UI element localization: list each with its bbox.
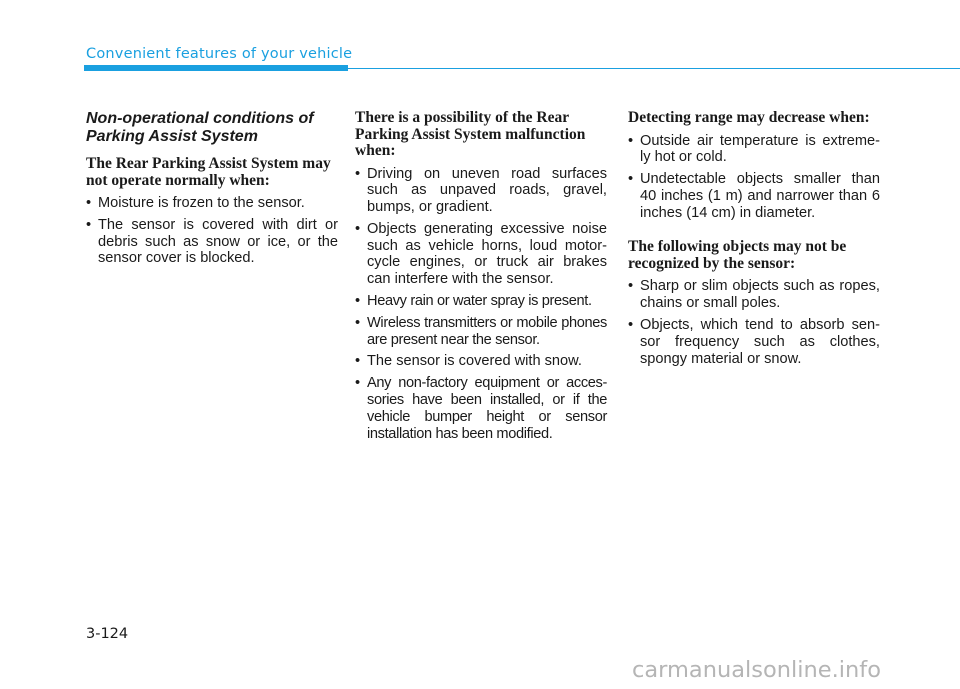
bullet-glyph: • [355,353,361,370]
subheading-range: Detecting range may decrease when: [628,109,870,126]
section-title: Non-operational conditions of Parking Assist System [86,110,314,145]
column-left [86,110,338,272]
subheading-not-operate: The Rear Parking Assist System may not operate normally when: [86,155,331,189]
page-number: 3-124 [86,626,129,642]
list-item: • Undetectable objects smaller than 40 inches (1 m) and narrower than 6 inches (14 cm) in diameter. [628,171,880,221]
bullet-list [86,195,338,267]
list-item: • Wireless transmitters or mobile phones are present near the sensor. [355,314,607,348]
header-rule [348,68,960,69]
bullet-glyph: • [86,216,92,233]
column-right [628,110,880,372]
list-item: • Sharp or slim objects such as ropes, chains or small poles. [628,278,880,312]
bullet-glyph: • [355,165,361,182]
bullet-glyph: • [355,220,361,237]
bullet-glyph: • [355,293,360,310]
list-item: • Moisture is frozen to the sensor. [86,195,305,211]
bullet-glyph: • [628,317,634,334]
bullet-glyph: • [86,195,92,211]
bullet-list [355,166,607,443]
list-item: • Objects, which tend to absorb sen-sor frequency such as clothes, spongy material or snow. [628,317,880,367]
bullet-glyph: • [355,375,360,392]
page-header-title: Convenient features of your vehicle [86,46,353,62]
header-accent-bar [84,65,348,71]
bullet-glyph: • [628,132,634,149]
list-item: • Heavy rain or water spray is present. [355,293,592,310]
list-item: • The sensor is covered with dirt or debris such as snow or ice, or the sensor cover is blocked. [86,216,338,267]
bullet-glyph: • [355,314,360,331]
subheading-malfunction: There is a possibility of the Rear Parking Assist System malfunction when: [355,109,586,159]
watermark-text: carmanualsonline.info [632,657,881,683]
list-item: • Outside air temperature is extreme-ly hot or cold. [628,132,880,166]
bullet-glyph: • [628,278,634,295]
list-item: • Objects generating excessive noise such as vehicle horns, loud motor-cycle engines, or truck air brakes can interfere with the sensor. [355,220,607,288]
subheading-not-recognized: The following objects may not be recognized by the sensor: [628,238,847,272]
column-middle [355,110,607,447]
list-item: • The sensor is covered with snow. [355,353,582,370]
bullet-glyph: • [628,171,634,188]
bullet-list [628,133,880,222]
list-item: • Any non-factory equipment or acces-sories have been installed, or if the vehicle bumper height or sensor installation has been modified. [355,375,607,442]
bullet-list [628,278,880,367]
list-item: • Driving on uneven road surfaces such as unpaved roads, gravel, bumps, or gradient. [355,165,607,216]
